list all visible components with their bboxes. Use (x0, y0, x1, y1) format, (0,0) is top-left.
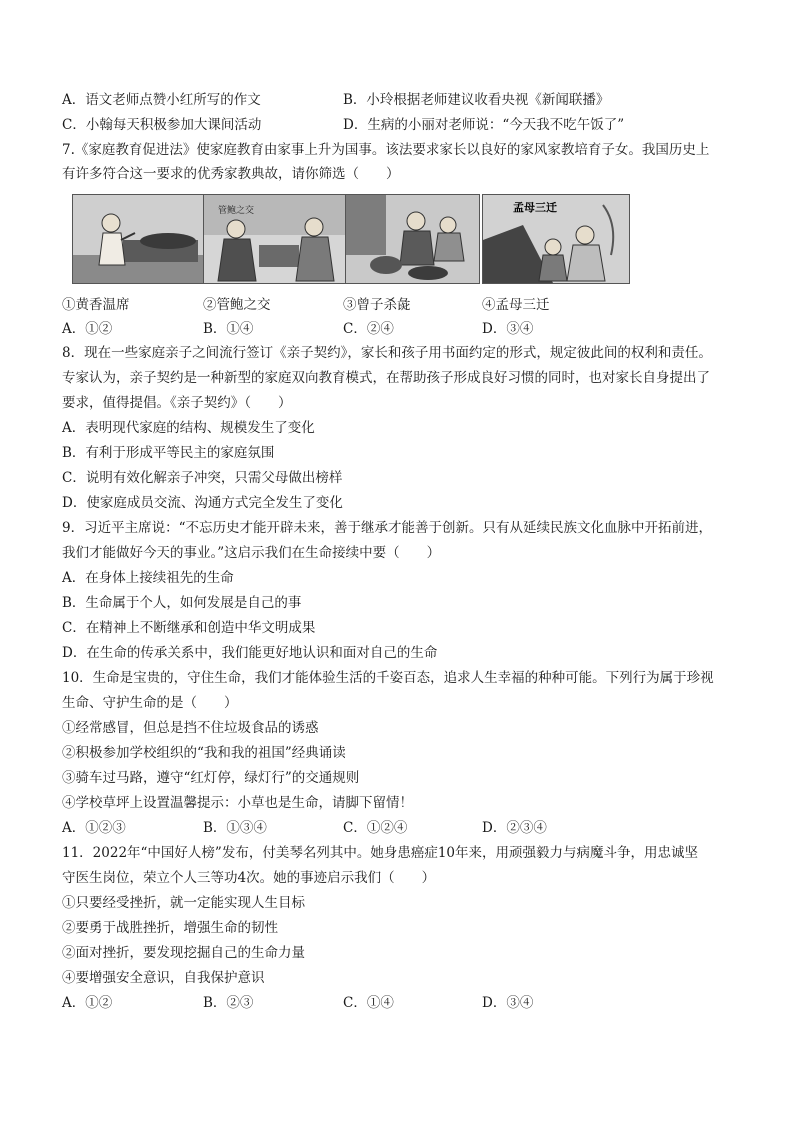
q8-stem-line1: 8．现在一些家庭亲子之间流行签订《亲子契约》，家长和孩子用书面约定的形式，规定彼此间的权利和责任。 (62, 345, 712, 361)
q11-option-a: A．①② (62, 995, 113, 1011)
mengmu-caption-in-image: 孟母三迁 (513, 201, 557, 214)
q7-stem-line2: 有许多符合这一要求的优秀家教典故，请你筛选（ ） (62, 166, 400, 182)
q10-option-b: B．①③④ (203, 820, 267, 836)
q11-option-d: D．③④ (482, 995, 534, 1011)
q10-option-d: D．②③④ (482, 820, 547, 836)
q10-statement-3: ③骑车过马路，遵守“红灯停，绿灯行”的交通规则 (62, 770, 360, 786)
q6-option-d: D．生病的小丽对老师说：“今天我不吃午饭了” (343, 117, 625, 133)
q7-option-b: B．①④ (203, 321, 254, 337)
q7-stem-line1: 7.《家庭教育促进法》使家庭教育由家事上升为国事。该法要求家长以良好的家风家教培育子女。我国历史上 (62, 142, 710, 158)
q9-stem-line2: 我们才能做好今天的事业。”这启示我们在生命接续中要（ ） (62, 545, 441, 561)
q10-statement-1: ①经常感冒，但总是挡不住垃圾食品的诱惑 (62, 720, 319, 736)
q8-option-c: C．说明有效化解亲子冲突，只需父母做出榜样 (62, 470, 343, 486)
q9-stem-line1: 9．习近平主席说：“不忘历史才能开辟未来，善于继承才能善于创新。只有从延续民族文化血脉中开拓前进， (62, 520, 712, 536)
q6-option-a: A．语文老师点赞小红所写的作文 (62, 92, 261, 108)
q11-option-b: B．②③ (203, 995, 254, 1011)
q11-statement-2: ②要勇于战胜挫折，增强生命的韧性 (62, 920, 278, 936)
q10-option-a: A．①②③ (62, 820, 126, 836)
q6-option-c: C．小翰每天积极参加大课间活动 (62, 117, 262, 133)
q10-stem-line1: 10．生命是宝贵的，守住生命，我们才能体验生活的千姿百态，追求人生幸福的种种可能。下列行为属于珍视 (62, 670, 714, 686)
q11-stem-line2: 守医生岗位，荣立个人三等功4次。她的事迹启示我们（ ） (62, 870, 436, 886)
huangxiang-picture (73, 195, 203, 283)
q7-caption-1: ①黄香温席 (62, 297, 130, 313)
q9-option-a: A．在身体上接续祖先的生命 (62, 570, 234, 586)
q7-caption-4: ④孟母三迁 (482, 297, 550, 313)
zengzi-shazhi-illustration (345, 194, 480, 284)
q8-option-a: A．表明现代家庭的结构、规模发生了变化 (62, 420, 315, 436)
q10-option-c: C．①②④ (343, 820, 408, 836)
q10-stem-line2: 生命、守护生命的是（ ） (62, 695, 238, 711)
guanbao-zhijiao-illustration (203, 194, 346, 284)
q8-stem-line3: 要求，值得提倡。《亲子契约》（ ） (62, 395, 292, 411)
q7-caption-2: ②管鲍之交 (203, 297, 271, 313)
q6-option-b: B．小玲根据老师建议收看央视《新闻联播》 (343, 92, 610, 108)
q8-option-b: B．有利于形成平等民主的家庭氛围 (62, 445, 275, 461)
q9-option-d: D．在生命的传承关系中，我们能更好地认识和面对自己的生命 (62, 645, 438, 661)
guanbao-caption-in-image: 管鲍之交 (218, 206, 255, 216)
mengmu-sanqian-illustration (482, 194, 630, 284)
q7-option-c: C．②④ (343, 321, 394, 337)
q7-option-a: A．①② (62, 321, 113, 337)
q10-statement-4: ④学校草坪上设置温馨提示：小草也是生命，请脚下留情！ (62, 795, 413, 811)
q7-caption-3: ③曾子杀彘 (343, 297, 411, 313)
q11-statement-1: ①只要经受挫折，就一定能实现人生目标 (62, 895, 305, 911)
q9-option-c: C．在精神上不断继承和创造中华文明成果 (62, 620, 316, 636)
q10-statement-2: ②积极参加学校组织的“我和我的祖国”经典诵读 (62, 745, 346, 761)
q11-statement-3: ②面对挫折，要发现挖掘自己的生命力量 (62, 945, 305, 961)
q11-option-c: C．①④ (343, 995, 394, 1011)
q11-statement-4: ④要增强安全意识，自我保护意识 (62, 970, 265, 986)
q8-stem-line2: 专家认为，亲子契约是一种新型的家庭双向教育模式，在帮助孩子形成良好习惯的同时，也对家长自身提出了 (62, 370, 710, 386)
zengzi-picture (346, 195, 479, 283)
q8-option-d: D．使家庭成员交流、沟通方式完全发生了变化 (62, 495, 343, 511)
q9-option-b: B．生命属于个人，如何发展是自己的事 (62, 595, 302, 611)
q7-option-d: D．③④ (482, 321, 534, 337)
huangxiang-wenxi-illustration (72, 194, 204, 284)
q11-stem-line1: 11．2022年“中国好人榜”发布，付美琴名列其中。她身患癌症10年来，用顽强毅力与病魔斗争，用忠诚坚 (62, 845, 699, 861)
